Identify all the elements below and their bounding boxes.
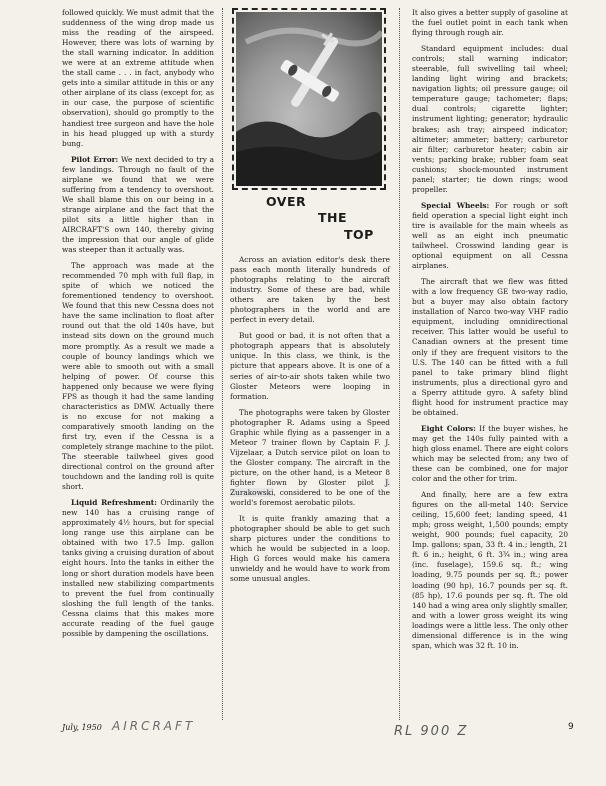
paragraph: The approach was made at the recommended 70 mph with full flap, in spite of which we noticed the forementioned tendency to overshoot. We found that this new Cessna does not have the same inclination to float after round out that the old 140s have, but instead sits down on the ground much more promptly. As a result we made a couple of bouncy landings which we were able to smooth out with a small helping of power. Of course this happened only because we were flying FPS as though it had the same landing characteristics as DMW. Actually there is no excuse for not making a comparatively smooth landing on the first try, even if the Cessna is a completely strange machine to the pilot. The steerable tailwheel gives good directional control on the ground after touchdown and the landing roll is quite short. bbox=[62, 261, 214, 492]
paragraph: The aircraft that we flew was fitted with a low frequency GE two-way radio, but a buyer may also obtain factory installation of Narco two-way VHF radio equipment, including omnidirectional receiver. This latter would be useful to Canadian owners at the present time only if they are frequent visitors to the U.S. The 140 can be fitted with a full panel to take primary blind flight instruments, plus a directional gyro and a Sperry attitude gyro. A safety blind flight hood for instrument practice may be obtained. bbox=[412, 277, 568, 417]
paragraph: It also gives a better supply of gasoline at the fuel outlet point in each tank when flying through rough air. bbox=[412, 8, 568, 38]
section-lead: Eight Colors: bbox=[421, 423, 476, 433]
highlighted-name: J. Zurakowski bbox=[230, 477, 390, 498]
paragraph: Special Wheels: For rough or soft field operation a special light eight inch tire is available for the main wheels as well as an eight inch pneumatic tailwheel. Crosswind landing gear is optional equipment on all Cessna airplanes. bbox=[412, 200, 568, 271]
paragraph: It is quite frankly amazing that a photographer should be able to get such sharp pictures under the conditions to which he would be subjected in a loop. High G forces would make his camera unwieldy and he would have to work from some unusual angles. bbox=[230, 514, 390, 584]
meteor-photo bbox=[236, 12, 382, 186]
column-middle bbox=[230, 8, 390, 590]
headline-word: THE bbox=[318, 210, 348, 225]
column-divider-left bbox=[222, 8, 223, 720]
column-right bbox=[412, 8, 568, 657]
paragraph: And finally, here are a few extra figures on the all-metal 140: Service ceiling, 15,600 feet; landing speed, 41 mph; gross weight, 1,500 pounds; empty weight, 900 pounds; fuel capacity, 20 Imp. gallons; span, 33 ft. 4 in.; length, 21 ft. 6 in.; height, 6 ft. 3¾ in.; wing area (inc. fuselage), 159.6 sq. ft.; wing loading, 9.75 pounds per sq. ft.; power loading (90 hp), 16.7 pounds per sq. ft. (85 hp), 17.6 pounds per sq. ft. The old 140 had a wing area only slightly smaller, and with a lower gross weight its wing loadings were a little less. The only other dimensional difference is in the wing span, which was 32 ft. 10 in. bbox=[412, 490, 568, 650]
aircraft-silhouette-icon bbox=[236, 12, 382, 186]
paragraph: followed quickly. We must admit that the suddenness of the wing drop made us miss the reading of the airspeed. However, there was lots of warning by the stall warning indicator. In addition we were at an extreme attitude when the stall came . . . in fact, anybody who gets into a similar attitude in this or any other airplane of its class (except for, as in our case, the purpose of scientific observation), should go promptly to the handiest tree surgeon and have the hole in his head plugged up with a sturdy bung. bbox=[62, 8, 214, 148]
paragraph: Pilot Error: We next decided to try a few landings. Through no fault of the airplane we found that we were suffering from a tendency to overshoot. We shall blame this on our being in a strange airplane and the fact that the pilot sits a little higher than in AIRCRAFT'S own 140, thereby giving the impression that our angle of glide was steeper than it actually was. bbox=[62, 154, 214, 255]
column-left bbox=[62, 8, 214, 645]
headline-word: OVER bbox=[266, 194, 307, 209]
page-number: 9 bbox=[568, 722, 574, 732]
paragraph: Across an aviation editor's desk there pass each month literally hundreds of photographs relating to the aircraft industry. Some of these are bad, while others are taken by the best photographers in the world and are perfect in every detail. bbox=[230, 255, 390, 325]
section-lead: Special Wheels: bbox=[421, 200, 490, 210]
article-headline bbox=[230, 195, 390, 249]
headline-word: TOP bbox=[344, 227, 374, 242]
section-lead: Liquid Refreshment: bbox=[71, 498, 157, 508]
paragraph: But good or bad, it is not often that a photograph appears that is absolutely unique. In this class, we think, is the picture that appears above. It is one of a series of air-to-air shots taken while two Gloster Meteors were looping in formation. bbox=[230, 331, 390, 401]
column-divider-right bbox=[399, 8, 400, 720]
photo-frame bbox=[232, 8, 386, 190]
paragraph: Eight Colors: If the buyer wishes, he may get the 140s fully painted with a high gloss enamel. There are eight colors which may be selected from; any two of these can be combined, one for major color and the other for trim. bbox=[412, 423, 568, 484]
paragraph: The photographs were taken by Gloster photographer R. Adams using a Speed Graphic while flying as a passenger in a Meteor 7 trainer flown by Captain F. J. Vijzelaar, a Dutch service pilot on loan to the Gloster company. The aircraft in the picture, on the other hand, is a Meteor 8 fighter flown by Gloster pilot J. Zurakowski, considered to be one of the world's foremost aerobatic pilots. bbox=[230, 407, 390, 508]
footer-magazine-name: AIRCRAFT bbox=[112, 719, 196, 733]
paragraph: Standard equipment includes: dual controls; stall warning indicator; steerable, full swivelling tail wheel; landing light wiring and brackets; navigation lights; oil pressure gauge; oil temperature gauge; tachometer; flaps; dual controls; cigarette lighter; instrument lighting; generator; hydraulic brakes; ash tray; airspeed indicator; altimeter; ammeter; battery; carburetor air filter; carburetor heater; cabin air vents; parking brake; rubber foam seat cushions; shock-mounted instrument panel; starter; tie down rings; wood propeller. bbox=[412, 44, 568, 194]
footer-date: July, 1950 bbox=[62, 723, 102, 732]
paragraph: Liquid Refreshment: Ordinarily the new 140 has a cruising range of approximately 4½ hours, but for special long range use this airplane can be obtained with two 17.5 Imp. gallon tanks giving a cruising duration of about eight hours. Into the tanks in either the long or short duration models have been installed new stabilizing compartments to prevent the fuel from continually sloshing the full length of the tanks. Cessna claims that this makes more accurate reading of the fuel gauge possible by dampening the oscillations. bbox=[62, 498, 214, 638]
footer-stamp: RL 900 Z bbox=[394, 724, 469, 739]
section-lead: Pilot Error: bbox=[71, 154, 119, 164]
